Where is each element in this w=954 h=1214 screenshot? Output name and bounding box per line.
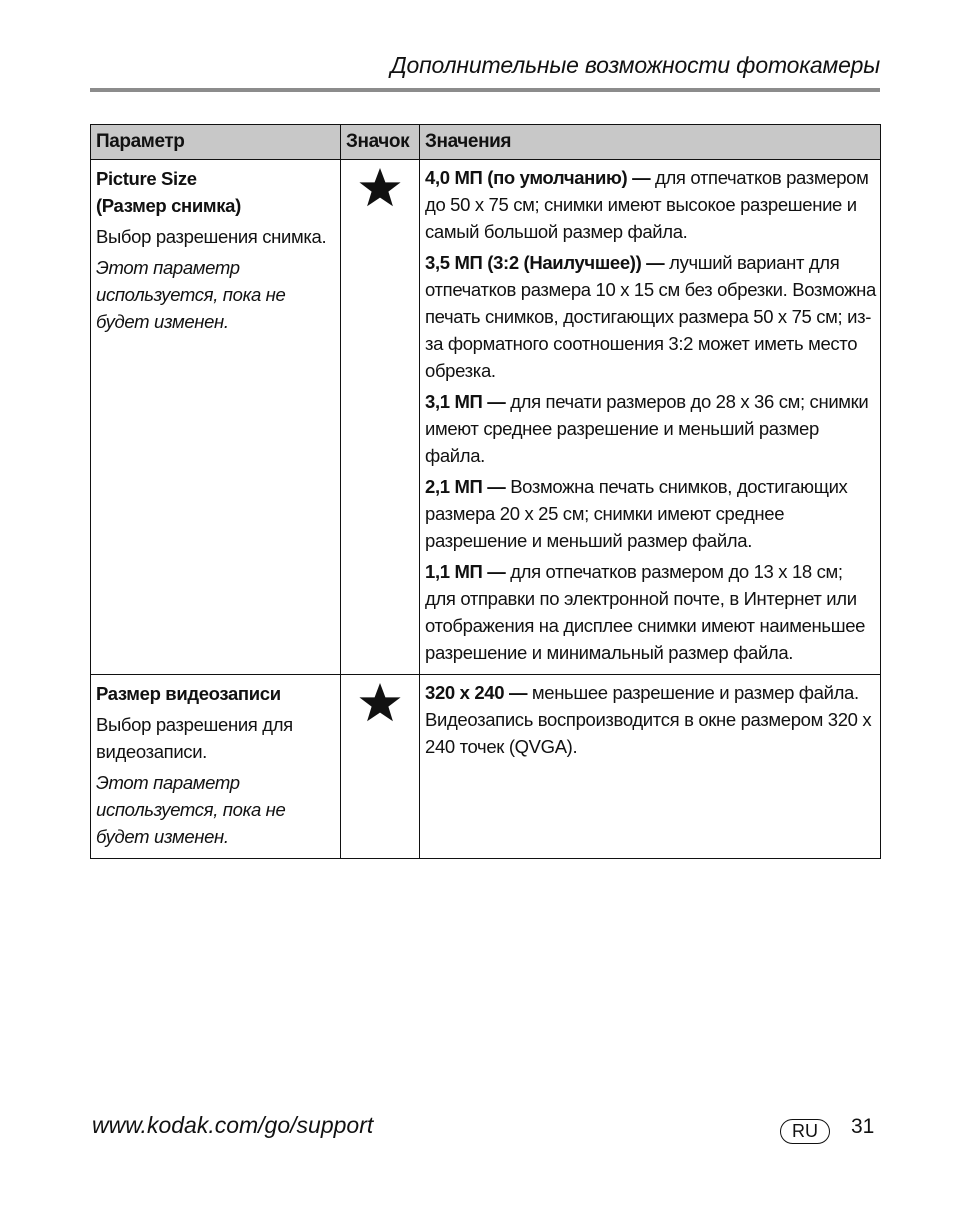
value-text: для печати размеров до 28 x 36 см; снимки имеют среднее разрешение и меньший размер файла. bbox=[425, 391, 869, 466]
value-label: 2,1 МП — bbox=[425, 476, 506, 497]
value-text: лучший вариант для отпечатков размера 10 x 15 см без обрезки. Возможна печать снимков, достигающих размера 50 x 75 см; из-за форматного соотношения 3:2 может иметь место обрезка. bbox=[425, 252, 876, 381]
parameter-name: Picture Size bbox=[96, 168, 197, 189]
star-icon bbox=[358, 681, 402, 725]
column-header-parameter: Параметр bbox=[91, 125, 341, 160]
parameter-name-translation: (Размер снимка) bbox=[96, 195, 241, 216]
support-url: www.kodak.com/go/support bbox=[92, 1112, 374, 1138]
column-header-icon: Значок bbox=[341, 125, 420, 160]
parameter-description: Выбор разрешения снимка. bbox=[96, 226, 327, 247]
parameter-description: Выбор разрешения для видеозаписи. bbox=[96, 714, 293, 762]
settings-table bbox=[90, 124, 881, 859]
value-text: Возможна печать снимков, достигающих размера 20 x 25 см; снимки имеют среднее разрешение и меньший размер файла. bbox=[425, 476, 848, 551]
parameter-note: Этот параметр используется, пока не будет изменен. bbox=[96, 772, 286, 847]
page-number: 31 bbox=[851, 1115, 875, 1138]
column-header-values: Значения bbox=[420, 125, 881, 160]
parameter-cell bbox=[91, 160, 341, 675]
value-item bbox=[425, 388, 876, 469]
value-text: для отпечатков размером до 50 x 75 см; снимки имеют высокое разрешение и самый большой размер файла. bbox=[425, 167, 869, 242]
value-item bbox=[425, 164, 876, 245]
value-label: 1,1 МП — bbox=[425, 561, 506, 582]
star-icon bbox=[358, 166, 402, 210]
value-label: 320 x 240 — bbox=[425, 682, 528, 703]
table-row-video-size bbox=[91, 675, 881, 859]
value-text: меньшее разрешение и размер файла. Видеозапись воспроизводится в окне размером 320 x 240 точек (QVGA). bbox=[425, 682, 872, 757]
value-item bbox=[425, 249, 876, 384]
parameter-note: Этот параметр используется, пока не будет изменен. bbox=[96, 257, 286, 332]
value-text: для отпечатков размером до 13 x 18 см; для отправки по электронной почте, в Интернет или отображения на дисплее снимки имеют наименьшее разрешение и минимальный размер файла. bbox=[425, 561, 866, 663]
table-header-row bbox=[91, 125, 881, 160]
values-cell bbox=[420, 675, 881, 859]
icon-cell bbox=[341, 160, 420, 675]
parameter-name: Размер видеозаписи bbox=[96, 683, 281, 704]
parameter-cell bbox=[91, 675, 341, 859]
page-header-title: Дополнительные возможности фотокамеры bbox=[390, 52, 880, 78]
values-cell bbox=[420, 160, 881, 675]
value-label: 3,1 МП — bbox=[425, 391, 506, 412]
icon-cell bbox=[341, 675, 420, 859]
table-row-picture-size bbox=[91, 160, 881, 675]
header-divider bbox=[90, 88, 880, 92]
value-item bbox=[425, 679, 876, 760]
value-item bbox=[425, 558, 876, 666]
language-badge: RU bbox=[780, 1119, 830, 1144]
value-item bbox=[425, 473, 876, 554]
value-label: 3,5 МП (3:2 (Наилучшее)) — bbox=[425, 252, 665, 273]
value-label: 4,0 МП (по умолчанию) — bbox=[425, 167, 651, 188]
